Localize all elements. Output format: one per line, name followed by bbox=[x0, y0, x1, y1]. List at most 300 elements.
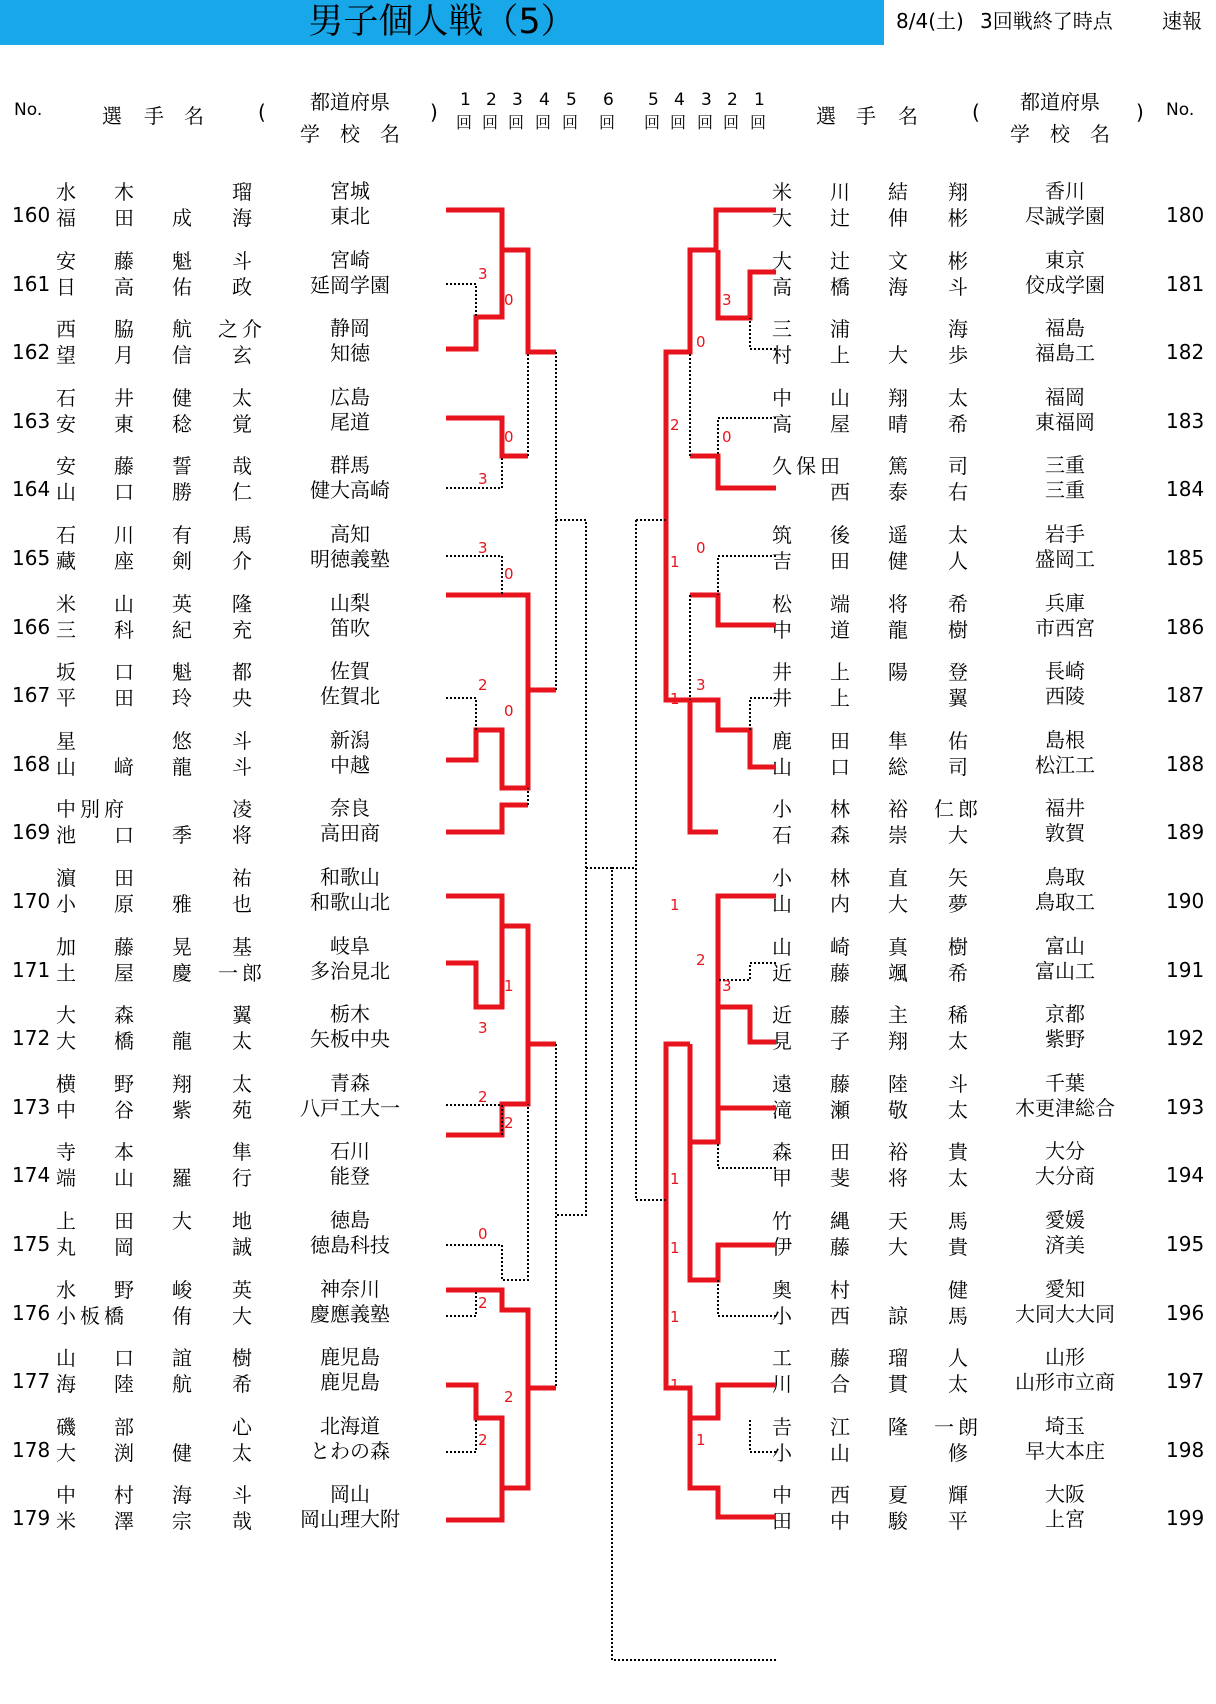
player-167-1-0: 坂 bbox=[56, 660, 76, 685]
player-no-183: 183 bbox=[1166, 408, 1205, 433]
player-169-2-2: 季 bbox=[172, 823, 192, 848]
player-182-2-1: 上 bbox=[830, 343, 850, 368]
school-190: 鳥取工 bbox=[1035, 890, 1095, 914]
player-181-1-1: 辻 bbox=[830, 248, 850, 273]
player-179-2-0: 米 bbox=[56, 1509, 76, 1534]
player-175-1-1: 田 bbox=[114, 1209, 134, 1233]
school-161: 延岡学園 bbox=[310, 272, 390, 297]
player-172-2-2: 龍 bbox=[172, 1029, 192, 1054]
col-player-right-1: 選 bbox=[816, 104, 836, 128]
player-196-2-3: 馬 bbox=[948, 1303, 968, 1328]
player-177-2-1: 陸 bbox=[114, 1372, 134, 1397]
player-173-1-0: 横 bbox=[56, 1071, 76, 1096]
player-191-2-0: 近 bbox=[772, 960, 792, 985]
bracket-left-win-7 bbox=[446, 926, 502, 1007]
player-190-1-1: 林 bbox=[830, 866, 850, 890]
school-199: 上宮 bbox=[1045, 1507, 1085, 1532]
player-170-2-1: 原 bbox=[114, 892, 134, 916]
score-L-5-b: 0 bbox=[504, 565, 514, 583]
score-L-1-a: 3 bbox=[478, 264, 488, 283]
player-162-2-1: 月 bbox=[114, 343, 134, 368]
col-player-right-2: 手 bbox=[856, 104, 876, 128]
player-184-1-3: 司 bbox=[948, 454, 968, 479]
school-176: 慶應義塾 bbox=[310, 1301, 390, 1326]
player-165-1-1: 川 bbox=[114, 523, 134, 547]
round-right-1: 1 bbox=[754, 90, 765, 110]
player-174-2-0: 端 bbox=[56, 1166, 76, 1191]
player-no-171: 171 bbox=[12, 957, 51, 982]
player-196-2-1: 西 bbox=[830, 1303, 850, 1328]
player-169-2-3: 将 bbox=[232, 823, 252, 848]
round-left-kai-5: 回 bbox=[562, 113, 579, 132]
player-no-172: 172 bbox=[12, 1026, 51, 1051]
school-192: 紫野 bbox=[1045, 1027, 1085, 1052]
score-R-14-c: 1 bbox=[670, 1170, 680, 1189]
school-180: 尽誠学園 bbox=[1025, 204, 1105, 228]
player-164-1-0: 安 bbox=[56, 454, 76, 479]
player-190-2-0: 山 bbox=[772, 892, 792, 916]
player-189-2-3: 大 bbox=[948, 823, 968, 848]
player-170-1-0: 濵 bbox=[56, 866, 76, 890]
player-no-194: 194 bbox=[1166, 1163, 1205, 1188]
pref-188: 島根 bbox=[1045, 727, 1085, 752]
player-no-187: 187 bbox=[1166, 683, 1205, 708]
player-165-1-2: 有 bbox=[172, 523, 192, 547]
school-193: 木更津総合 bbox=[1015, 1095, 1115, 1120]
player-170-1-3: 祐 bbox=[232, 866, 252, 890]
player-166-2-1: 科 bbox=[114, 617, 134, 642]
player-197-2-0: 川 bbox=[772, 1372, 792, 1397]
bracket-right-win-4 bbox=[690, 700, 776, 767]
round-right-2: 2 bbox=[727, 90, 738, 110]
bracket-left-line-0 bbox=[446, 284, 476, 317]
player-196-2-2: 諒 bbox=[888, 1303, 908, 1328]
player-179-1-1: 村 bbox=[114, 1483, 134, 1508]
bracket-left-line-8 bbox=[446, 1104, 528, 1280]
player-167-1-1: 口 bbox=[114, 660, 134, 685]
player-199-1-1: 西 bbox=[830, 1483, 850, 1508]
bracket-right-win-5 bbox=[690, 896, 776, 1142]
score-R-1-b: 3 bbox=[722, 290, 732, 309]
player-160-1-1: 木 bbox=[114, 180, 134, 204]
player-178-2-0: 大 bbox=[56, 1440, 76, 1465]
player-161-1-3: 斗 bbox=[232, 248, 252, 273]
player-179-2-2: 宗 bbox=[172, 1509, 192, 1534]
player-199-2-1: 中 bbox=[830, 1509, 850, 1534]
player-191-2-3: 希 bbox=[948, 960, 968, 985]
bracket-left-line-3 bbox=[446, 698, 476, 730]
pref-166: 山梨 bbox=[330, 590, 370, 615]
player-174-1-0: 寺 bbox=[56, 1140, 76, 1165]
player-186-1-0: 松 bbox=[772, 591, 792, 616]
bracket-right-line-6 bbox=[718, 1280, 776, 1316]
round-final-kai: 回 bbox=[599, 113, 616, 132]
player-191-2-1: 藤 bbox=[830, 960, 850, 985]
player-168-1-2: 悠 bbox=[172, 728, 192, 753]
player-183-1-2: 翔 bbox=[888, 385, 908, 410]
player-179-1-3: 斗 bbox=[232, 1483, 252, 1508]
school-188: 松江工 bbox=[1035, 752, 1095, 777]
player-195-2-3: 貴 bbox=[948, 1235, 968, 1259]
player-192-2-1: 子 bbox=[830, 1029, 850, 1054]
pref-198: 埼玉 bbox=[1045, 1413, 1085, 1438]
player-190-2-1: 内 bbox=[830, 892, 850, 916]
player-no-168: 168 bbox=[12, 751, 51, 776]
player-163-2-1: 東 bbox=[114, 411, 134, 436]
player-166-1-1: 山 bbox=[114, 591, 134, 616]
player-172-2-1: 橋 bbox=[114, 1029, 134, 1054]
player-193-1-3: 斗 bbox=[948, 1071, 968, 1096]
player-175-1-2: 大 bbox=[172, 1209, 192, 1233]
player-186-1-1: 端 bbox=[830, 591, 850, 616]
player-163-2-0: 安 bbox=[56, 411, 76, 436]
player-178-2-2: 健 bbox=[172, 1440, 192, 1465]
player-183-1-0: 中 bbox=[772, 385, 792, 410]
player-169-1-0: 中別府 bbox=[56, 797, 128, 822]
player-195-2-0: 伊 bbox=[772, 1235, 792, 1259]
score-L-1-b: 0 bbox=[504, 290, 514, 309]
player-179-2-1: 澤 bbox=[114, 1509, 134, 1534]
player-178-2-1: 渕 bbox=[114, 1440, 134, 1465]
school-183: 東福岡 bbox=[1035, 409, 1095, 434]
player-188-2-1: 口 bbox=[830, 754, 850, 779]
player-170-2-0: 小 bbox=[56, 892, 76, 916]
player-183-2-0: 高 bbox=[772, 411, 792, 436]
bracket-left-line-2 bbox=[446, 556, 502, 595]
player-197-1-0: 工 bbox=[772, 1346, 792, 1371]
player-160-1-0: 水 bbox=[56, 180, 76, 204]
player-185-1-0: 筑 bbox=[772, 523, 792, 547]
player-194-2-1: 斐 bbox=[830, 1166, 850, 1191]
round-left-1: 1 bbox=[460, 90, 471, 110]
pref-187: 長崎 bbox=[1045, 659, 1085, 684]
player-177-1-1: 口 bbox=[114, 1346, 134, 1371]
pref-173: 青森 bbox=[330, 1070, 370, 1095]
round-right-kai-1: 回 bbox=[750, 113, 767, 132]
round-left-5: 5 bbox=[566, 90, 577, 110]
player-190-2-2: 大 bbox=[888, 892, 908, 916]
player-no-160: 160 bbox=[12, 203, 51, 227]
bracket-left-line-12 bbox=[556, 520, 586, 1215]
player-no-182: 182 bbox=[1166, 340, 1205, 365]
player-191-1-3: 樹 bbox=[948, 934, 968, 959]
player-192-1-1: 藤 bbox=[830, 1003, 850, 1028]
player-195-1-0: 竹 bbox=[772, 1209, 792, 1233]
pref-176: 神奈川 bbox=[320, 1276, 380, 1301]
player-no-167: 167 bbox=[12, 683, 51, 708]
bracket-right-line-7 bbox=[750, 1418, 776, 1452]
bracket-left-line-10 bbox=[446, 1418, 476, 1452]
player-177-1-2: 誼 bbox=[172, 1346, 192, 1371]
round-right-kai-2: 回 bbox=[723, 113, 740, 132]
player-180-1-3: 翔 bbox=[948, 180, 968, 204]
player-166-1-3: 隆 bbox=[232, 591, 252, 616]
round-left-kai-2: 回 bbox=[482, 113, 499, 132]
player-187-1-0: 井 bbox=[772, 660, 792, 685]
pref-161: 宮崎 bbox=[330, 247, 370, 272]
player-187-2-0: 井 bbox=[772, 686, 792, 711]
player-184-1-0: 久保田 bbox=[772, 454, 844, 479]
player-185-1-2: 遥 bbox=[888, 523, 908, 547]
pref-181: 東京 bbox=[1045, 247, 1085, 272]
school-164: 健大高崎 bbox=[310, 478, 390, 503]
player-no-195: 195 bbox=[1166, 1232, 1205, 1256]
player-197-2-2: 貫 bbox=[888, 1372, 908, 1397]
player-167-2-0: 平 bbox=[56, 686, 76, 711]
score-R-7-c: 1 bbox=[670, 690, 680, 709]
player-174-2-3: 行 bbox=[232, 1166, 252, 1191]
school-171: 多治見北 bbox=[310, 958, 390, 983]
player-166-1-0: 米 bbox=[56, 591, 76, 616]
player-177-2-3: 希 bbox=[232, 1372, 252, 1397]
school-184: 三重 bbox=[1045, 478, 1085, 503]
round-left-4: 4 bbox=[539, 90, 550, 110]
pref-189: 福井 bbox=[1045, 796, 1085, 821]
player-195-2-2: 大 bbox=[888, 1235, 908, 1259]
round-right-3: 3 bbox=[701, 90, 712, 110]
player-160-2-0: 福 bbox=[56, 206, 76, 230]
school-186: 市西宮 bbox=[1035, 615, 1095, 640]
player-192-2-3: 太 bbox=[948, 1029, 968, 1054]
pref-178: 北海道 bbox=[320, 1413, 380, 1438]
player-196-1-0: 奥 bbox=[772, 1277, 792, 1302]
player-188-2-3: 司 bbox=[948, 754, 968, 779]
player-164-2-0: 山 bbox=[56, 480, 76, 505]
player-no-185: 185 bbox=[1166, 546, 1205, 570]
school-179: 岡山理大附 bbox=[300, 1507, 400, 1532]
school-163: 尾道 bbox=[330, 409, 370, 434]
school-173: 八戸工大一 bbox=[300, 1095, 400, 1120]
player-no-193: 193 bbox=[1166, 1094, 1205, 1119]
player-169-1-3: 凌 bbox=[232, 797, 252, 822]
player-no-196: 196 bbox=[1166, 1300, 1205, 1325]
player-190-1-0: 小 bbox=[772, 866, 792, 890]
player-196-2-0: 小 bbox=[772, 1303, 792, 1328]
player-185-2-3: 人 bbox=[948, 549, 968, 573]
player-165-2-0: 藏 bbox=[56, 549, 76, 573]
school-170: 和歌山北 bbox=[310, 890, 390, 914]
player-no-162: 162 bbox=[12, 340, 51, 365]
player-199-1-2: 夏 bbox=[888, 1483, 908, 1508]
player-173-1-3: 太 bbox=[232, 1071, 252, 1096]
player-no-174: 174 bbox=[12, 1163, 51, 1188]
player-175-2-1: 岡 bbox=[114, 1235, 134, 1259]
bracket-left-line-1 bbox=[446, 456, 502, 488]
player-170-1-1: 田 bbox=[114, 866, 134, 890]
player-169-2-0: 池 bbox=[56, 823, 76, 848]
pref-191: 富山 bbox=[1045, 933, 1085, 958]
player-189-1-3: 仁郎 bbox=[934, 797, 982, 822]
player-166-2-3: 充 bbox=[232, 617, 252, 642]
player-192-1-0: 近 bbox=[772, 1003, 792, 1028]
bracket-right-win-8 bbox=[690, 1044, 776, 1280]
player-195-1-3: 馬 bbox=[948, 1209, 968, 1233]
player-167-2-1: 田 bbox=[114, 686, 134, 711]
pref-179: 岡山 bbox=[330, 1482, 370, 1507]
round-left-kai-3: 回 bbox=[508, 113, 525, 132]
player-178-1-1: 部 bbox=[114, 1414, 134, 1439]
player-186-1-2: 将 bbox=[888, 591, 908, 616]
player-184-2-1: 西 bbox=[830, 480, 850, 505]
player-no-198: 198 bbox=[1166, 1437, 1205, 1462]
school-174: 能登 bbox=[330, 1164, 370, 1189]
player-189-2-0: 石 bbox=[772, 823, 792, 848]
player-179-1-0: 中 bbox=[56, 1483, 76, 1508]
pref-171: 岐阜 bbox=[330, 933, 370, 958]
score-R-2-a: 0 bbox=[696, 333, 706, 352]
school-197: 山形市立商 bbox=[1015, 1370, 1115, 1395]
school-182: 福島工 bbox=[1035, 341, 1095, 366]
player-no-166: 166 bbox=[12, 614, 51, 639]
pref-180: 香川 bbox=[1045, 179, 1085, 203]
player-188-2-0: 山 bbox=[772, 754, 792, 779]
player-186-2-3: 樹 bbox=[948, 617, 968, 642]
bracket-right-win-2 bbox=[690, 456, 776, 488]
pref-183: 福岡 bbox=[1045, 384, 1085, 409]
player-163-2-3: 覚 bbox=[232, 411, 252, 436]
player-no-184: 184 bbox=[1166, 477, 1205, 502]
player-188-2-2: 総 bbox=[888, 754, 908, 779]
player-176-1-2: 峻 bbox=[172, 1277, 192, 1302]
player-171-1-2: 晃 bbox=[172, 934, 192, 959]
player-199-1-3: 輝 bbox=[948, 1483, 968, 1508]
pref-192: 京都 bbox=[1045, 1002, 1085, 1027]
player-170-2-2: 雅 bbox=[172, 892, 192, 916]
bracket-left-line-13 bbox=[586, 868, 776, 1660]
col-school-right: 学 校 名 bbox=[1010, 122, 1110, 146]
player-161-1-1: 藤 bbox=[114, 248, 134, 273]
player-186-2-0: 中 bbox=[772, 617, 792, 642]
score-R-3-c: 2 bbox=[670, 415, 680, 434]
player-182-1-0: 三 bbox=[772, 317, 792, 342]
player-164-1-3: 哉 bbox=[232, 454, 252, 479]
round-right-5: 5 bbox=[648, 90, 659, 110]
school-167: 佐賀北 bbox=[320, 684, 380, 709]
bracket-right-win-3 bbox=[690, 595, 776, 625]
pref-170: 和歌山 bbox=[320, 865, 380, 889]
player-no-165: 165 bbox=[12, 546, 51, 570]
player-182-2-3: 歩 bbox=[948, 343, 968, 368]
pref-196: 愛知 bbox=[1045, 1276, 1085, 1301]
bracket-left-win-5 bbox=[446, 805, 528, 832]
player-no-179: 179 bbox=[12, 1506, 51, 1531]
player-164-2-1: 口 bbox=[114, 480, 134, 505]
player-190-1-2: 直 bbox=[888, 866, 908, 890]
player-184-2-2: 泰 bbox=[888, 480, 908, 505]
player-170-2-3: 也 bbox=[232, 892, 252, 916]
pref-162: 静岡 bbox=[330, 316, 370, 341]
player-166-2-0: 三 bbox=[56, 617, 76, 642]
pref-174: 石川 bbox=[330, 1139, 370, 1164]
player-180-1-1: 川 bbox=[830, 180, 850, 204]
player-181-2-3: 斗 bbox=[948, 274, 968, 299]
round-left-kai-1: 回 bbox=[456, 113, 473, 132]
pref-163: 広島 bbox=[330, 384, 370, 409]
player-no-178: 178 bbox=[12, 1437, 51, 1462]
school-166: 笛吹 bbox=[330, 615, 370, 640]
bracket-right-line-3 bbox=[750, 698, 776, 730]
player-165-2-3: 介 bbox=[232, 549, 252, 573]
player-173-1-2: 翔 bbox=[172, 1071, 192, 1096]
player-192-2-2: 翔 bbox=[888, 1029, 908, 1054]
player-163-1-0: 石 bbox=[56, 385, 76, 410]
player-162-2-3: 玄 bbox=[232, 343, 252, 368]
score-R-5-c: 1 bbox=[670, 553, 680, 571]
player-161-1-2: 魁 bbox=[172, 248, 192, 273]
player-187-1-2: 陽 bbox=[888, 660, 908, 685]
player-no-176: 176 bbox=[12, 1300, 51, 1325]
player-161-2-2: 佑 bbox=[172, 274, 192, 299]
player-189-2-1: 森 bbox=[830, 823, 850, 848]
header-status: 3回戦終了時点 bbox=[980, 9, 1113, 33]
player-no-186: 186 bbox=[1166, 614, 1205, 639]
player-190-2-3: 夢 bbox=[948, 892, 968, 916]
col-player-right-3: 名 bbox=[898, 104, 918, 128]
player-199-2-0: 田 bbox=[772, 1509, 792, 1534]
bracket-left-win-3 bbox=[446, 595, 556, 690]
player-181-2-1: 橋 bbox=[830, 274, 850, 299]
player-168-2-3: 斗 bbox=[232, 754, 252, 779]
player-194-1-3: 貴 bbox=[948, 1140, 968, 1165]
player-167-2-3: 央 bbox=[232, 686, 252, 711]
player-181-1-2: 文 bbox=[888, 248, 908, 273]
player-177-2-2: 航 bbox=[172, 1372, 192, 1397]
player-178-1-3: 心 bbox=[232, 1414, 252, 1439]
player-no-173: 173 bbox=[12, 1094, 51, 1119]
player-161-2-3: 政 bbox=[232, 274, 252, 299]
player-178-1-0: 磯 bbox=[56, 1414, 76, 1439]
player-198-2-1: 山 bbox=[830, 1440, 850, 1465]
player-no-170: 170 bbox=[12, 889, 51, 913]
school-187: 西陵 bbox=[1045, 684, 1085, 709]
player-181-2-2: 海 bbox=[888, 274, 908, 299]
school-169: 高田商 bbox=[320, 821, 380, 846]
player-193-2-3: 太 bbox=[948, 1097, 968, 1122]
player-194-1-0: 森 bbox=[772, 1140, 792, 1165]
player-175-1-3: 地 bbox=[232, 1209, 252, 1233]
player-198-1-3: 一朗 bbox=[934, 1414, 982, 1439]
player-191-2-2: 颯 bbox=[888, 960, 908, 985]
player-190-1-3: 矢 bbox=[948, 866, 968, 890]
player-187-2-1: 上 bbox=[830, 686, 850, 711]
col-no-left: No. bbox=[14, 100, 43, 120]
player-182-1-1: 浦 bbox=[830, 317, 850, 342]
player-189-1-1: 林 bbox=[830, 797, 850, 822]
player-195-2-1: 藤 bbox=[830, 1235, 850, 1259]
player-180-2-0: 大 bbox=[772, 206, 792, 230]
player-194-2-0: 甲 bbox=[772, 1166, 792, 1191]
player-no-188: 188 bbox=[1166, 751, 1205, 776]
player-169-2-1: 口 bbox=[114, 823, 134, 848]
bracket-left-win-4 bbox=[446, 690, 528, 788]
player-171-2-3: 一郎 bbox=[218, 960, 266, 985]
player-no-161: 161 bbox=[12, 271, 51, 296]
player-no-192: 192 bbox=[1166, 1026, 1205, 1051]
player-167-1-3: 都 bbox=[232, 660, 252, 685]
player-181-2-0: 高 bbox=[772, 274, 792, 299]
col-school-left: 学 校 名 bbox=[300, 122, 400, 146]
player-188-1-0: 鹿 bbox=[772, 728, 792, 753]
bracket-right-line-11 bbox=[636, 520, 666, 1200]
bracket-right-line-5 bbox=[718, 1142, 776, 1168]
player-197-2-3: 太 bbox=[948, 1372, 968, 1397]
player-174-1-3: 隼 bbox=[232, 1140, 252, 1165]
player-no-189: 189 bbox=[1166, 820, 1205, 845]
player-198-1-2: 隆 bbox=[888, 1414, 908, 1439]
player-183-2-2: 晴 bbox=[888, 411, 908, 436]
player-191-1-1: 崎 bbox=[830, 934, 850, 959]
player-185-2-2: 健 bbox=[888, 549, 908, 573]
